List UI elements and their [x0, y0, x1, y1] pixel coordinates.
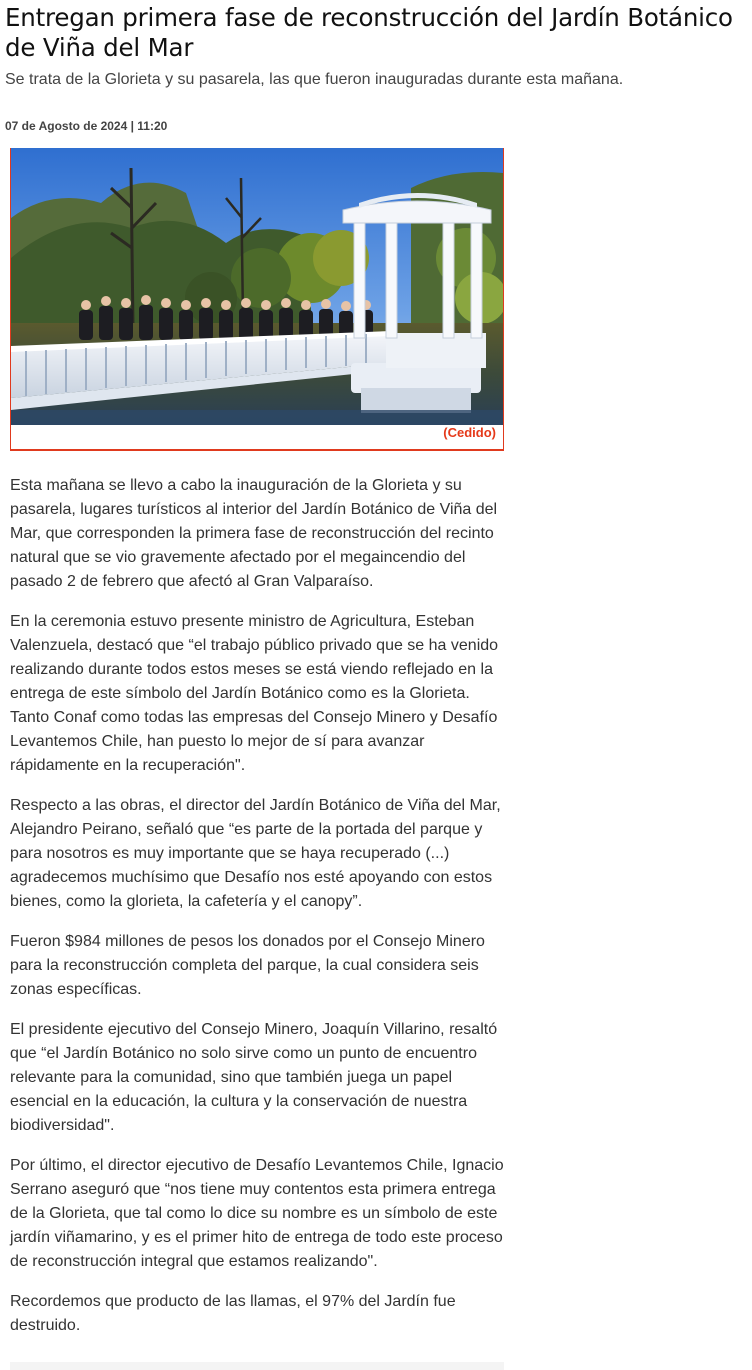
image-credit: (Cedido) [443, 425, 496, 440]
article-figure [10, 148, 504, 451]
article-paragraph: Fueron $984 millones de pesos los donados por el Consejo Minero para la reconstrucción completa del parque, la cual considera seis zonas específicas. [10, 933, 485, 998]
article-body [10, 474, 508, 1338]
next-content-edge [10, 1362, 504, 1370]
article-paragraph: Por último, el director ejecutivo de Desafío Levantemos Chile, Ignacio Serrano aseguró que “nos tiene muy contentos esta primera entrega de la Glorieta, que tal como lo dice su nombre es un símbolo de este jardín viñamarino, y es el primer hito de entrega de todo este proceso de reconstrucción integral que estamos realizando". [10, 1157, 504, 1270]
article-paragraph: Recordemos que producto de las llamas, el 97% del Jardín fue destruido. [10, 1293, 456, 1334]
article-headline: Entregan primera fase de reconstrucción del Jardín Botánico de Viña del Mar [5, 3, 733, 62]
article-paragraph: Esta mañana se llevo a cabo la inauguración de la Glorieta y su pasarela, lugares turísticos al interior del Jardín Botánico de Viña del Mar, que corresponden la primera fase de reconstrucción del recinto natural que se vio gravemente afectado por el megaincendio del pasado 2 de febrero que afectó al Gran Valparaíso. [10, 477, 498, 590]
gazebo-photo [11, 148, 503, 425]
article-paragraph: El presidente ejecutivo del Consejo Minero, Joaquín Villarino, resaltó que “el Jardín Botánico no solo sirve como un punto de encuentro relevante para la comunidad, sino que también juega un papel esencial en la educación, la cultura y la conservación de nuestra biodiversidad". [10, 1021, 498, 1134]
article-subtitle: Se trata de la Glorieta y su pasarela, las que fueron inauguradas durante esta mañana. [5, 71, 624, 88]
article-dateline: 07 de Agosto de 2024 | 11:20 [5, 119, 168, 133]
article-paragraph: En la ceremonia estuvo presente ministro de Agricultura, Esteban Valenzuela, destacó que “el trabajo público privado que se ha venido realizando durante todos estos meses se está viendo reflejado en la entrega de este símbolo del Jardín Botánico como es la Glorieta. Tanto Conaf como todas las empresas del Consejo Minero y Desafío Levantemos Chile, han puesto lo mejor de sí para avanzar rápidamente en la recuperación". [10, 613, 499, 774]
article-paragraph: Respecto a las obras, el director del Jardín Botánico de Viña del Mar, Alejandro Peirano, señaló que “es parte de la portada del parque y para nosotros es muy importante que se haya recuperado (...) agradecemos muchísimo que Desafío nos esté apoyando con estos bienes, como la glorieta, la cafetería y el canopy”. [10, 797, 501, 910]
